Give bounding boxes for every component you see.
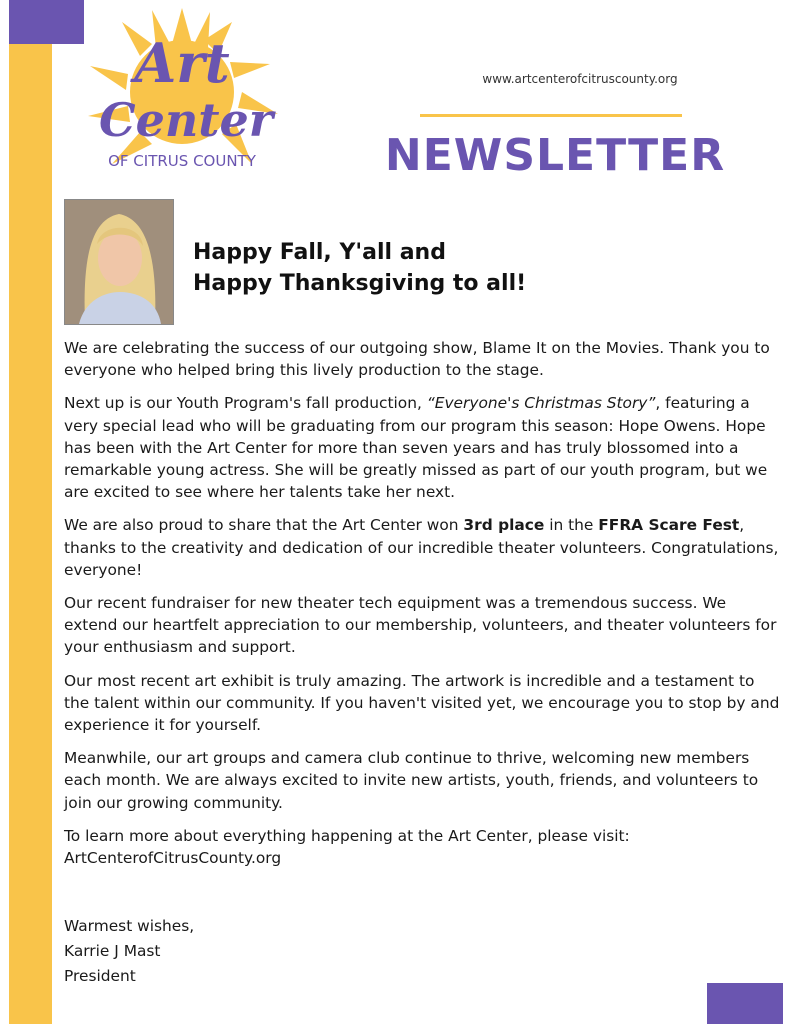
paragraph-community: Meanwhile, our art groups and camera club continue to thrive, welcoming new members each month. We are always excited to invite new artists, youth, friends, and volunteers to join our growing community. [64, 749, 759, 812]
website-url: www.artcenterofcitruscounty.org [482, 72, 678, 86]
paragraph-learn-more [64, 825, 782, 869]
paragraph-show: We are celebrating the success of our outgoing show, Blame It on the Movies. Thank you to everyone who helped bring this lively production to the stage. [64, 339, 770, 380]
paragraph-text: , featuring a very special lead who will be graduating from our program this season: Hope Owens. Hope has been with the Art Center for more than seven years and has truly blossomed into a remarkable young actress. She will be greatly missed as part of our youth program, but we are excited to see where her talents take her next. [64, 394, 768, 502]
website-link[interactable]: ArtCenterofCitrusCounty.org [64, 849, 282, 868]
greeting-line-2: Happy Thanksgiving to all! [193, 271, 527, 296]
paragraph-art-exhibit: Our most recent art exhibit is truly amazing. The artwork is incredible and a testament to the talent within our community. If you haven't visited yet, we encourage you to stop by and experience it for yourself. [64, 671, 780, 735]
signer-name: Karrie J Mast [64, 942, 161, 960]
logo-art-text: Art [134, 31, 230, 95]
paragraph-fundraiser: Our recent fundraiser for new theater tech equipment was a tremendous success. We extend our heartfelt appreciation to our membership, volunteers, and theater volunteers for your enthusiasm and support. [64, 594, 777, 657]
page-title: NEWSLETTER [384, 130, 726, 181]
logo-county-text: OF CITRUS COUNTY [108, 152, 256, 170]
award-place: 3rd place [463, 516, 545, 535]
paragraph-text: To learn more about everything happening at the Art Center, please visit: [64, 826, 630, 845]
decorative-yellow-stripe [9, 44, 52, 1024]
decorative-purple-block-top [9, 0, 84, 44]
divider [420, 114, 682, 117]
decorative-purple-block-bottom [707, 983, 783, 1024]
closing-line: Warmest wishes, [64, 917, 195, 935]
signoff [64, 914, 194, 989]
paragraph-youth-program [64, 392, 782, 503]
paragraph-text: Next up is our Youth Program's fall production, [64, 394, 427, 413]
greeting-line-1: Happy Fall, Y'all and [193, 240, 446, 265]
signer-role: President [64, 967, 136, 985]
greeting-heading [193, 237, 526, 299]
paragraph-text: , thanks to the creativity and dedication of our incredible theater volunteers. Congratulations, everyone! [64, 516, 779, 579]
paragraph-scare-fest [64, 514, 782, 581]
logo-center-text: Center [98, 93, 274, 147]
art-center-logo [82, 4, 282, 189]
president-portrait [64, 199, 174, 325]
newsletter-body [64, 337, 782, 880]
event-name: FFRA Scare Fest [598, 516, 740, 535]
production-title: “Everyone's Christmas Story” [426, 394, 656, 413]
paragraph-text: in the [544, 516, 599, 535]
paragraph-text: We are also proud to share that the Art Center won [64, 516, 464, 535]
